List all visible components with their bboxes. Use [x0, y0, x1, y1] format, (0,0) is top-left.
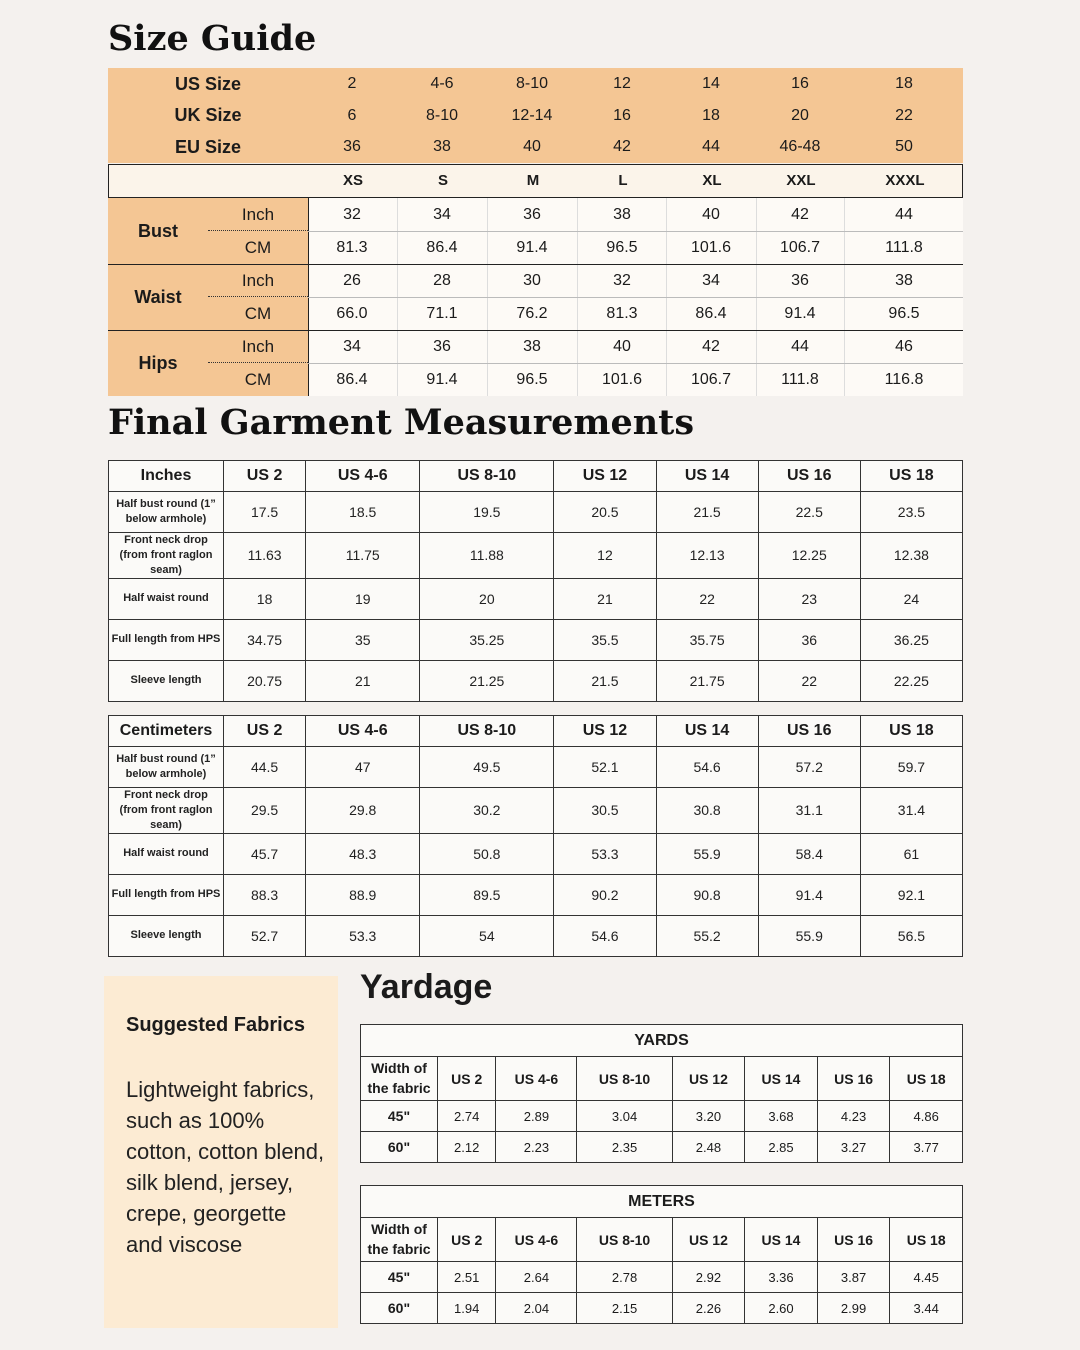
measurement-value: 35.25	[420, 619, 554, 660]
measurement-value: 21.25	[420, 660, 554, 701]
table-row	[361, 1293, 963, 1324]
measurement-value: 21	[554, 578, 656, 619]
measurement-value: 22.25	[860, 660, 962, 701]
letter-size: XXL	[786, 172, 816, 189]
measurement-value: 30.8	[656, 788, 758, 834]
size-conversion-row	[108, 100, 963, 132]
size-header: US 16	[758, 461, 860, 492]
measurement-value: 86.4	[336, 370, 368, 388]
measurement-value: 42	[702, 337, 720, 355]
body-measurements-table	[108, 198, 963, 396]
measurement-value: 53.3	[554, 833, 656, 874]
measurement-value: 96.5	[516, 370, 548, 388]
measurement-value: 23	[758, 578, 860, 619]
measurement-value: 42	[791, 205, 809, 223]
measurement-value: 52.1	[554, 747, 656, 788]
size-system-label: UK Size	[174, 105, 242, 126]
size-value: 2	[347, 75, 357, 92]
size-value: 18	[702, 106, 720, 124]
size-system-label: US Size	[174, 73, 242, 94]
yardage-value: 2.92	[672, 1262, 745, 1293]
yardage-value: 2.12	[438, 1132, 496, 1163]
yardage-value: 2.64	[496, 1262, 577, 1293]
header-row	[361, 1057, 963, 1101]
size-header: US 16	[758, 716, 860, 747]
measurement-value: 91.4	[758, 874, 860, 915]
measurement-value: 31.4	[860, 788, 962, 834]
size-header: US 16	[817, 1057, 890, 1101]
measurement-value: 12.38	[860, 533, 962, 579]
size-header: US 2	[224, 461, 306, 492]
measurement-value: 34	[433, 205, 451, 223]
measurement-value: 35	[306, 619, 420, 660]
size-conversion-row	[108, 68, 963, 100]
measurement-value: 19	[306, 578, 420, 619]
yardage-value: 2.60	[745, 1293, 818, 1324]
yardage-value: 4.23	[817, 1101, 890, 1132]
measurement-value: 18.5	[306, 492, 420, 533]
width-of-fabric-header: Width of the fabric	[361, 1057, 438, 1101]
yardage-value: 2.48	[672, 1132, 745, 1163]
yardage-value: 3.20	[672, 1101, 745, 1132]
yardage-meters-table	[360, 1185, 963, 1324]
measurement-value: 54	[420, 915, 554, 956]
unit-title-row	[361, 1025, 963, 1057]
measurement-value: 44	[791, 337, 809, 355]
measurement-name: Hips	[138, 352, 178, 373]
yardage-value: 3.36	[745, 1262, 818, 1293]
corner-header: Centimeters	[109, 716, 224, 747]
size-value: 40	[523, 138, 541, 156]
measurement-value: 26	[343, 271, 361, 289]
measurement-value: 50.8	[420, 833, 554, 874]
measurement-value: 40	[613, 337, 631, 355]
measurement-value: 36	[758, 619, 860, 660]
size-header: US 14	[745, 1057, 818, 1101]
measurement-name: Waist	[134, 286, 182, 307]
measurement-value: 96.5	[888, 304, 920, 322]
size-value: 6	[347, 106, 357, 124]
size-header: US 2	[438, 1218, 496, 1262]
yardage-value: 2.78	[577, 1262, 672, 1293]
size-header: US 12	[554, 716, 656, 747]
measurement-value: 55.9	[758, 915, 860, 956]
table-row	[109, 578, 963, 619]
yardage-value: 3.44	[890, 1293, 963, 1324]
grid-line	[108, 330, 963, 331]
size-header: US 4-6	[306, 461, 420, 492]
yardage-value: 2.15	[577, 1293, 672, 1324]
measurement-value: 28	[433, 271, 451, 289]
measurement-value: 48.3	[306, 833, 420, 874]
size-header: US 16	[817, 1218, 890, 1262]
measurement-value: 92.1	[860, 874, 962, 915]
measurement-block	[108, 264, 963, 330]
unit-cm-label: CM	[244, 369, 272, 389]
measurement-value: 106.7	[779, 238, 821, 256]
unit-inch-label: Inch	[241, 336, 275, 356]
measurement-value: 29.8	[306, 788, 420, 834]
measurement-value: 81.3	[606, 304, 638, 322]
row-label: Sleeve length	[109, 915, 224, 956]
yardage-value: 3.27	[817, 1132, 890, 1163]
size-header: US 18	[860, 716, 962, 747]
measurement-value: 88.9	[306, 874, 420, 915]
letter-size: XL	[702, 172, 722, 189]
measurement-value: 30.2	[420, 788, 554, 834]
header-row	[109, 461, 963, 492]
measurement-value: 12.25	[758, 533, 860, 579]
fabric-width-label: 60"	[361, 1293, 438, 1324]
measurement-value: 35.75	[656, 619, 758, 660]
size-header: US 12	[672, 1057, 745, 1101]
yardage-title: Yardage	[360, 968, 493, 1006]
size-value: 16	[791, 75, 809, 92]
table-row	[361, 1262, 963, 1293]
size-conversion-row	[108, 131, 963, 163]
size-header: US 12	[672, 1218, 745, 1262]
grid-line	[308, 363, 963, 364]
row-label: Half bust round (1” below armhole)	[109, 747, 224, 788]
size-header: US 4-6	[496, 1218, 577, 1262]
measurement-value: 86.4	[695, 304, 727, 322]
measurement-value: 12.13	[656, 533, 758, 579]
letter-size: S	[437, 172, 448, 189]
measurement-value: 32	[343, 205, 361, 223]
measurement-value: 49.5	[420, 747, 554, 788]
size-value: 20	[791, 106, 809, 124]
header-row	[361, 1218, 963, 1262]
size-value: 16	[613, 106, 631, 124]
yardage-value: 3.68	[745, 1101, 818, 1132]
measurement-label-cell	[108, 330, 308, 396]
grid-line	[308, 231, 963, 232]
measurement-value: 11.75	[306, 533, 420, 579]
measurement-value: 12	[554, 533, 656, 579]
unit-inch-label: Inch	[241, 204, 275, 224]
measurement-value: 18	[224, 578, 306, 619]
measurement-value: 21	[306, 660, 420, 701]
size-value: 12	[613, 75, 631, 92]
measurement-value: 11.63	[224, 533, 306, 579]
measurement-value: 20	[420, 578, 554, 619]
letter-size: XXXL	[885, 172, 925, 189]
unit-cm-label: CM	[244, 303, 272, 323]
row-label: Full length from HPS	[109, 874, 224, 915]
measurement-value: 30.5	[554, 788, 656, 834]
measurement-label-cell	[108, 198, 308, 264]
measurement-value: 54.6	[554, 915, 656, 956]
size-value: 42	[613, 138, 631, 156]
garment-inches-table	[108, 460, 963, 702]
yardage-yards-table	[360, 1024, 963, 1163]
measurement-value: 35.5	[554, 619, 656, 660]
measurement-value: 34	[702, 271, 720, 289]
table-row	[109, 492, 963, 533]
measurement-value: 71.1	[426, 304, 458, 322]
measurement-value: 111.8	[885, 238, 923, 256]
measurement-value: 61	[860, 833, 962, 874]
size-value: 22	[895, 106, 913, 124]
grid-line	[308, 297, 963, 298]
yardage-value: 2.74	[438, 1101, 496, 1132]
fabric-width-label: 45"	[361, 1101, 438, 1132]
table-row	[109, 619, 963, 660]
size-value: 8-10	[515, 75, 549, 92]
measurement-value: 90.2	[554, 874, 656, 915]
measurement-value: 21.5	[554, 660, 656, 701]
measurement-value: 23.5	[860, 492, 962, 533]
table-row	[109, 833, 963, 874]
measurement-label-cell	[108, 264, 308, 330]
measurement-value: 91.4	[426, 370, 458, 388]
measurement-value: 101.6	[690, 238, 732, 256]
measurement-value: 45.7	[224, 833, 306, 874]
measurement-value: 90.8	[656, 874, 758, 915]
row-label: Half waist round	[109, 578, 224, 619]
measurement-value: 17.5	[224, 492, 306, 533]
size-header: US 8-10	[420, 461, 554, 492]
measurement-value: 81.3	[336, 238, 368, 256]
unit-cm-label: CM	[244, 237, 272, 257]
yardage-value: 3.87	[817, 1262, 890, 1293]
measurement-value: 30	[523, 271, 541, 289]
table-row	[109, 533, 963, 579]
table-row	[361, 1132, 963, 1163]
unit-title-row	[361, 1186, 963, 1218]
size-value: 12-14	[511, 106, 553, 124]
fabric-width-label: 60"	[361, 1132, 438, 1163]
size-header: US 12	[554, 461, 656, 492]
measurement-value: 38	[613, 205, 631, 223]
size-header: US 8-10	[420, 716, 554, 747]
suggested-fabrics-title: Suggested Fabrics	[126, 1014, 305, 1036]
size-header: US 14	[745, 1218, 818, 1262]
measurement-value: 36	[791, 271, 809, 289]
measurement-value: 55.9	[656, 833, 758, 874]
measurement-value: 106.7	[690, 370, 732, 388]
letter-size: XS	[342, 172, 363, 189]
measurement-value: 22	[656, 578, 758, 619]
yardage-value: 4.45	[890, 1262, 963, 1293]
table-row	[109, 788, 963, 834]
size-value: 4-6	[430, 75, 454, 92]
measurement-value: 96.5	[606, 238, 638, 256]
measurement-value: 89.5	[420, 874, 554, 915]
garment-cm-table	[108, 715, 963, 957]
measurement-value: 32	[613, 271, 631, 289]
measurement-value: 66.0	[336, 304, 368, 322]
row-label: Half waist round	[109, 833, 224, 874]
size-value: 36	[343, 138, 361, 156]
measurement-value: 22	[758, 660, 860, 701]
measurement-block	[108, 198, 963, 264]
size-guide-title: Size Guide	[108, 18, 317, 59]
measurement-value: 36.25	[860, 619, 962, 660]
yardage-value: 2.35	[577, 1132, 672, 1163]
letter-size: M	[526, 172, 540, 189]
size-header: US 4-6	[306, 716, 420, 747]
measurement-value: 53.3	[306, 915, 420, 956]
measurement-value: 52.7	[224, 915, 306, 956]
measurement-value: 57.2	[758, 747, 860, 788]
unit-title: YARDS	[361, 1025, 963, 1057]
measurement-value: 40	[702, 205, 720, 223]
table-row	[109, 874, 963, 915]
measurement-value: 20.75	[224, 660, 306, 701]
final-garment-title: Final Garment Measurements	[108, 402, 695, 443]
measurement-name: Bust	[138, 220, 178, 241]
measurement-value: 38	[523, 337, 541, 355]
measurement-value: 31.1	[758, 788, 860, 834]
measurement-value: 44.5	[224, 747, 306, 788]
size-value: 8-10	[425, 106, 459, 124]
size-header: US 8-10	[577, 1218, 672, 1262]
unit-inch-label: Inch	[241, 270, 275, 290]
measurement-value: 29.5	[224, 788, 306, 834]
size-value: 38	[433, 138, 451, 156]
yardage-value: 3.77	[890, 1132, 963, 1163]
measurement-value: 59.7	[860, 747, 962, 788]
size-header: US 18	[890, 1057, 963, 1101]
row-label: Sleeve length	[109, 660, 224, 701]
measurement-value: 101.6	[601, 370, 643, 388]
yardage-value: 2.26	[672, 1293, 745, 1324]
yardage-value: 1.94	[438, 1293, 496, 1324]
measurement-value: 46	[895, 337, 913, 355]
measurement-value: 36	[433, 337, 451, 355]
size-value: 46-48	[779, 138, 821, 156]
size-value: 18	[895, 75, 913, 92]
table-row	[361, 1101, 963, 1132]
yardage-value: 2.89	[496, 1101, 577, 1132]
measurement-value: 34	[343, 337, 361, 355]
measurement-block	[108, 330, 963, 396]
measurement-value: 21.5	[656, 492, 758, 533]
measurement-value: 22.5	[758, 492, 860, 533]
size-header: US 4-6	[496, 1057, 577, 1101]
size-header: US 14	[656, 716, 758, 747]
measurement-value: 38	[895, 271, 913, 289]
measurement-value: 91.4	[516, 238, 548, 256]
size-system-label: EU Size	[174, 136, 242, 157]
measurement-value: 76.2	[516, 304, 548, 322]
measurement-value: 47	[306, 747, 420, 788]
yardage-value: 3.04	[577, 1101, 672, 1132]
fabric-width-label: 45"	[361, 1262, 438, 1293]
grid-line	[108, 264, 963, 265]
size-value: 44	[702, 138, 720, 156]
size-value: 14	[702, 75, 720, 92]
table-row	[109, 660, 963, 701]
measurement-value: 116.8	[884, 370, 924, 388]
measurement-value: 58.4	[758, 833, 860, 874]
measurement-value: 36	[523, 205, 541, 223]
measurement-value: 56.5	[860, 915, 962, 956]
size-header: US 8-10	[577, 1057, 672, 1101]
yardage-value: 2.23	[496, 1132, 577, 1163]
yardage-value: 2.99	[817, 1293, 890, 1324]
measurement-value: 91.4	[784, 304, 816, 322]
header-row	[109, 716, 963, 747]
measurement-value: 24	[860, 578, 962, 619]
measurement-value: 19.5	[420, 492, 554, 533]
table-row	[109, 747, 963, 788]
measurement-value: 88.3	[224, 874, 306, 915]
letter-size-row	[108, 164, 963, 198]
size-header: US 2	[438, 1057, 496, 1101]
corner-header: Inches	[109, 461, 224, 492]
row-label: Full length from HPS	[109, 619, 224, 660]
measurement-value: 55.2	[656, 915, 758, 956]
yardage-value: 2.04	[496, 1293, 577, 1324]
measurement-value: 21.75	[656, 660, 758, 701]
size-value: 50	[895, 138, 913, 156]
row-label: Half bust round (1” below armhole)	[109, 492, 224, 533]
measurement-value: 44	[895, 205, 913, 223]
size-header: US 18	[860, 461, 962, 492]
row-label: Front neck drop (from front raglon seam)	[109, 533, 224, 579]
yardage-value: 2.51	[438, 1262, 496, 1293]
measurement-value: 86.4	[426, 238, 458, 256]
width-of-fabric-header: Width of the fabric	[361, 1218, 438, 1262]
table-row	[109, 915, 963, 956]
suggested-fabrics-text: Lightweight fabrics, such as 100% cotton, cotton blend, silk blend, jersey, crepe, georgette and viscose	[126, 1077, 325, 1257]
letter-size: L	[618, 172, 628, 189]
yardage-value: 4.86	[890, 1101, 963, 1132]
size-header: US 18	[890, 1218, 963, 1262]
size-conversion-table	[108, 68, 963, 163]
unit-title: METERS	[361, 1186, 963, 1218]
measurement-value: 54.6	[656, 747, 758, 788]
size-header: US 14	[656, 461, 758, 492]
measurement-value: 11.88	[420, 533, 554, 579]
row-label: Front neck drop (from front raglon seam)	[109, 788, 224, 834]
yardage-value: 2.85	[745, 1132, 818, 1163]
size-header: US 2	[224, 716, 306, 747]
measurement-value: 20.5	[554, 492, 656, 533]
measurement-value: 111.8	[781, 370, 819, 388]
measurement-value: 34.75	[224, 619, 306, 660]
